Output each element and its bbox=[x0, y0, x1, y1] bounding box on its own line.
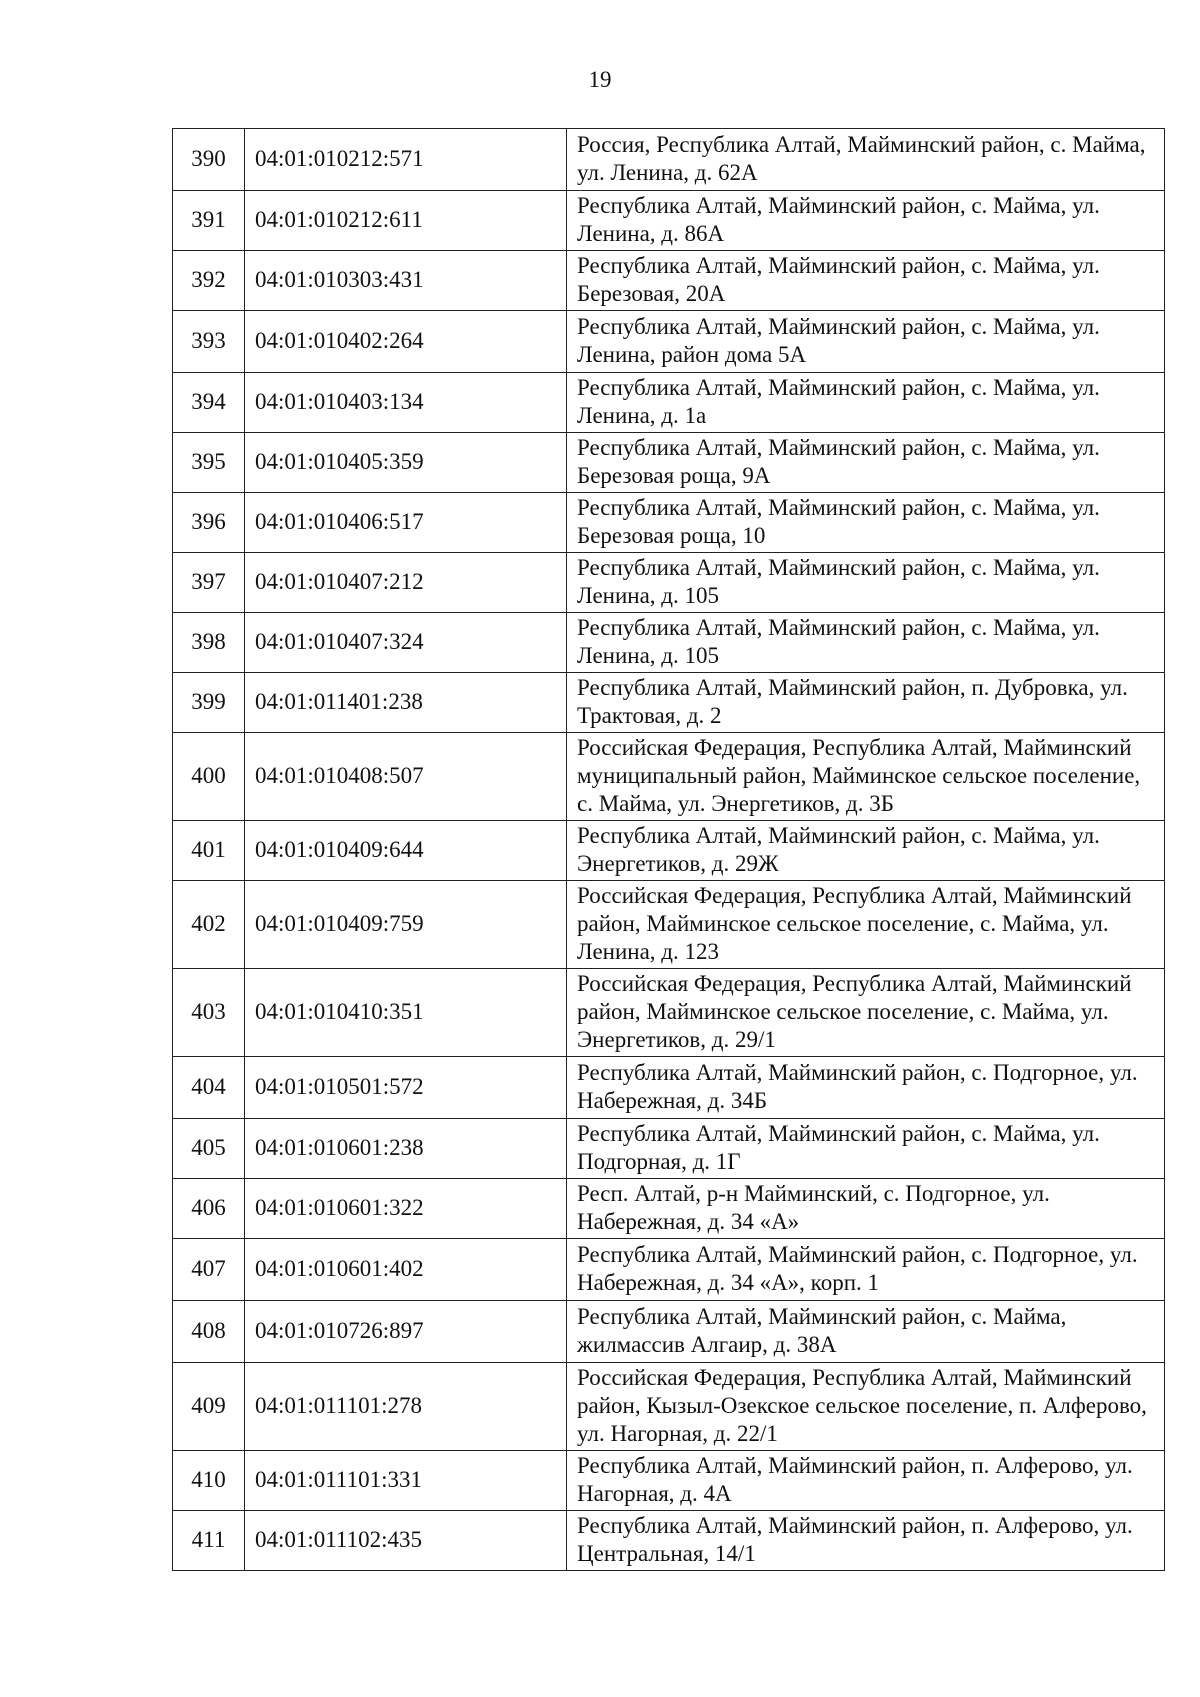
table-row bbox=[173, 311, 1165, 373]
page-number: 19 bbox=[588, 67, 612, 92]
table-row bbox=[173, 1451, 1165, 1511]
table-row bbox=[173, 129, 1165, 191]
cadastral-number-cell: 04:01:010407:324 bbox=[245, 613, 567, 673]
cadastral-number-cell: 04:01:010410:351 bbox=[245, 969, 567, 1057]
row-number-cell: 393 bbox=[173, 311, 245, 373]
cadastral-number-cell: 04:01:010726:897 bbox=[245, 1301, 567, 1363]
address-cell: Республика Алтай, Майминский район, с. Майма, ул. Березовая роща, 9А bbox=[567, 433, 1165, 493]
row-number-cell: 390 bbox=[173, 129, 245, 191]
address-cell: Республика Алтай, Майминский район, с. Майма, ул. Ленина, район дома 5А bbox=[567, 311, 1165, 373]
row-number-cell: 391 bbox=[173, 191, 245, 251]
address-cell: Республика Алтай, Майминский район, с. Майма, ул. Березовая, 20А bbox=[567, 251, 1165, 311]
table-row bbox=[173, 251, 1165, 311]
row-number-cell: 408 bbox=[173, 1301, 245, 1363]
row-number-cell: 403 bbox=[173, 969, 245, 1057]
table-row bbox=[173, 433, 1165, 493]
address-cell: Республика Алтай, Майминский район, п. Алферово, ул. Центральная, 14/1 bbox=[567, 1511, 1165, 1571]
table-row bbox=[173, 1057, 1165, 1119]
address-cell: Республика Алтай, Майминский район, с. Майма, ул. Ленина, д. 1а bbox=[567, 373, 1165, 433]
address-cell: Российская Федерация, Республика Алтай, Майминский район, Кызыл-Озекское сельское поселение, п. Алферово, ул. Нагорная, д. 22/1 bbox=[567, 1363, 1165, 1451]
table-body bbox=[173, 129, 1165, 1571]
address-cell: Республика Алтай, Майминский район, с. Подгорное, ул. Набережная, д. 34 «А», корп. 1 bbox=[567, 1239, 1165, 1301]
row-number-cell: 411 bbox=[173, 1511, 245, 1571]
address-cell: Республика Алтай, Майминский район, с. Майма, ул. Ленина, д. 105 bbox=[567, 613, 1165, 673]
cadastral-number-cell: 04:01:010406:517 bbox=[245, 493, 567, 553]
cadastral-number-cell: 04:01:010407:212 bbox=[245, 553, 567, 613]
property-registry-table bbox=[172, 128, 1165, 1571]
cadastral-number-cell: 04:01:010601:322 bbox=[245, 1179, 567, 1239]
cadastral-number-cell: 04:01:010405:359 bbox=[245, 433, 567, 493]
table-row bbox=[173, 1179, 1165, 1239]
row-number-cell: 406 bbox=[173, 1179, 245, 1239]
address-cell: Республика Алтай, Майминский район, с. Майма, жилмассив Алгаир, д. 38А bbox=[567, 1301, 1165, 1363]
cadastral-number-cell: 04:01:010409:759 bbox=[245, 881, 567, 969]
table-row bbox=[173, 1301, 1165, 1363]
row-number-cell: 398 bbox=[173, 613, 245, 673]
table-row bbox=[173, 1119, 1165, 1179]
cadastral-number-cell: 04:01:011101:278 bbox=[245, 1363, 567, 1451]
table-row bbox=[173, 613, 1165, 673]
address-cell: Республика Алтай, Майминский район, с. Майма, ул. Подгорная, д. 1Г bbox=[567, 1119, 1165, 1179]
table-row bbox=[173, 881, 1165, 969]
cadastral-number-cell: 04:01:010212:571 bbox=[245, 129, 567, 191]
cadastral-number-cell: 04:01:011102:435 bbox=[245, 1511, 567, 1571]
row-number-cell: 399 bbox=[173, 673, 245, 733]
row-number-cell: 396 bbox=[173, 493, 245, 553]
address-cell: Республика Алтай, Майминский район, с. Майма, ул. Березовая роща, 10 bbox=[567, 493, 1165, 553]
table-row bbox=[173, 1363, 1165, 1451]
row-number-cell: 404 bbox=[173, 1057, 245, 1119]
cadastral-number-cell: 04:01:010501:572 bbox=[245, 1057, 567, 1119]
cadastral-number-cell: 04:01:010402:264 bbox=[245, 311, 567, 373]
table-row bbox=[173, 373, 1165, 433]
row-number-cell: 410 bbox=[173, 1451, 245, 1511]
address-cell: Республика Алтай, Майминский район, п. Алферово, ул. Нагорная, д. 4А bbox=[567, 1451, 1165, 1511]
address-cell: Республика Алтай, Майминский район, с. Майма, ул. Ленина, д. 86А bbox=[567, 191, 1165, 251]
cadastral-number-cell: 04:01:010601:238 bbox=[245, 1119, 567, 1179]
address-cell: Российская Федерация, Республика Алтай, Майминский район, Майминское сельское поселение, с. Майма, ул. Энергетиков, д. 29/1 bbox=[567, 969, 1165, 1057]
cadastral-number-cell: 04:01:010403:134 bbox=[245, 373, 567, 433]
row-number-cell: 400 bbox=[173, 733, 245, 821]
cadastral-number-cell: 04:01:010303:431 bbox=[245, 251, 567, 311]
table-row bbox=[173, 673, 1165, 733]
address-cell: Российская Федерация, Республика Алтай, Майминский муниципальный район, Майминское сельское поселение, с. Майма, ул. Энергетиков, д. 3Б bbox=[567, 733, 1165, 821]
address-cell: Республика Алтай, Майминский район, с. Майма, ул. Ленина, д. 105 bbox=[567, 553, 1165, 613]
address-cell: Россия, Республика Алтай, Майминский район, с. Майма, ул. Ленина, д. 62А bbox=[567, 129, 1165, 191]
cadastral-number-cell: 04:01:011101:331 bbox=[245, 1451, 567, 1511]
table-row bbox=[173, 733, 1165, 821]
cadastral-number-cell: 04:01:010408:507 bbox=[245, 733, 567, 821]
table-row bbox=[173, 493, 1165, 553]
table-row bbox=[173, 1239, 1165, 1301]
cadastral-number-cell: 04:01:010212:611 bbox=[245, 191, 567, 251]
cadastral-number-cell: 04:01:010409:644 bbox=[245, 821, 567, 881]
table-row bbox=[173, 821, 1165, 881]
cadastral-number-cell: 04:01:011401:238 bbox=[245, 673, 567, 733]
row-number-cell: 395 bbox=[173, 433, 245, 493]
address-cell: Республика Алтай, Майминский район, п. Дубровка, ул. Трактовая, д. 2 bbox=[567, 673, 1165, 733]
address-cell: Республика Алтай, Майминский район, с. Майма, ул. Энергетиков, д. 29Ж bbox=[567, 821, 1165, 881]
row-number-cell: 392 bbox=[173, 251, 245, 311]
table-row bbox=[173, 553, 1165, 613]
table-row bbox=[173, 191, 1165, 251]
row-number-cell: 397 bbox=[173, 553, 245, 613]
address-cell: Российская Федерация, Республика Алтай, Майминский район, Майминское сельское поселение, с. Майма, ул. Ленина, д. 123 bbox=[567, 881, 1165, 969]
cadastral-number-cell: 04:01:010601:402 bbox=[245, 1239, 567, 1301]
address-cell: Республика Алтай, Майминский район, с. Подгорное, ул. Набережная, д. 34Б bbox=[567, 1057, 1165, 1119]
row-number-cell: 394 bbox=[173, 373, 245, 433]
row-number-cell: 409 bbox=[173, 1363, 245, 1451]
table-row bbox=[173, 969, 1165, 1057]
address-cell: Респ. Алтай, р-н Майминский, с. Подгорное, ул. Набережная, д. 34 «А» bbox=[567, 1179, 1165, 1239]
row-number-cell: 405 bbox=[173, 1119, 245, 1179]
row-number-cell: 407 bbox=[173, 1239, 245, 1301]
row-number-cell: 401 bbox=[173, 821, 245, 881]
row-number-cell: 402 bbox=[173, 881, 245, 969]
table-row bbox=[173, 1511, 1165, 1571]
